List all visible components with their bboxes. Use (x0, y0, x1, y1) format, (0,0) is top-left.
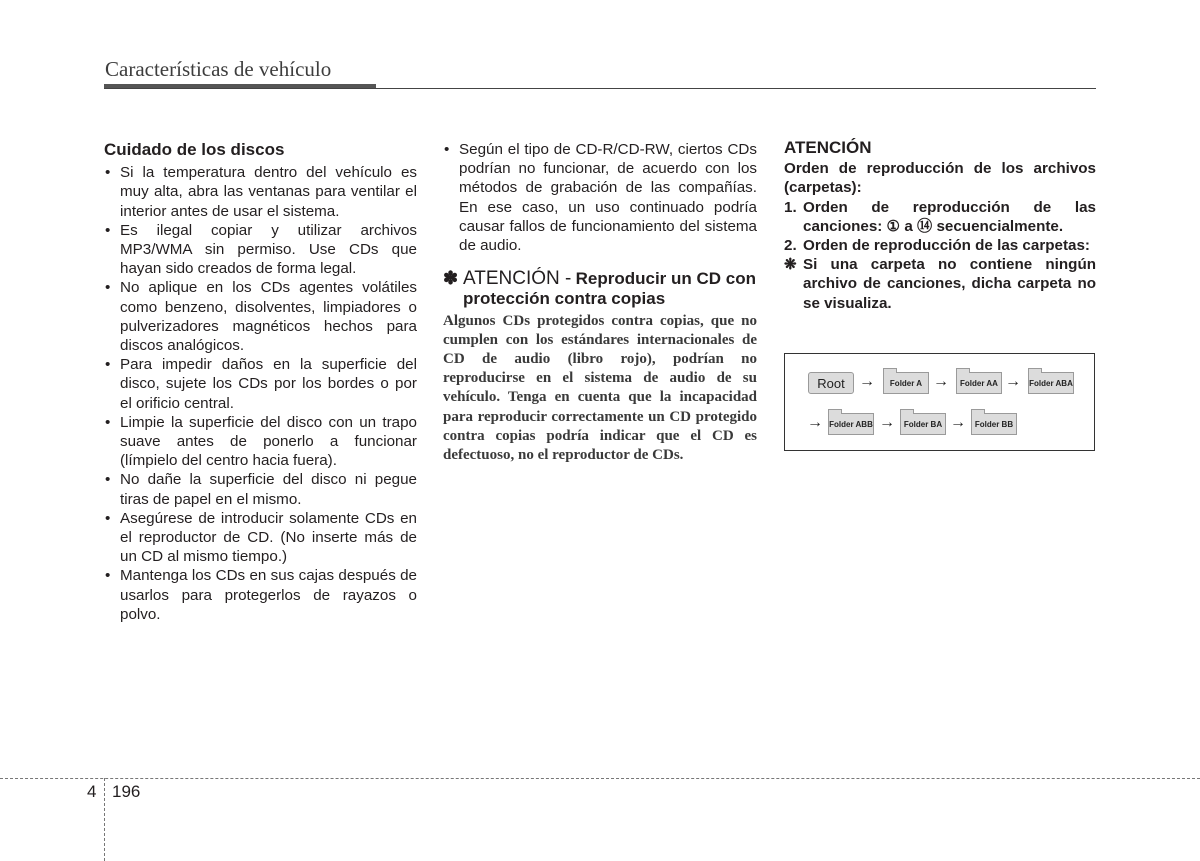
arrow-icon: → (950, 414, 966, 431)
list-item: • Si la temperatura dentro del vehículo es muy alta, abra las ventanas para ventilar el interior antes de usar el sistema. (104, 163, 417, 221)
list-item: • Limpie la superficie del disco con un trapo suave antes de ponerlo a funcionar (límpielo del centro hacia fuera). (104, 413, 417, 471)
attention-label: ATENCIÓN - (463, 268, 572, 290)
section-title-disc-care: Cuidado de los discos (104, 140, 285, 159)
note-text: Si una carpeta no contiene ningún archivo de canciones, dicha carpeta no se visualiza. (803, 256, 1096, 312)
playback-note (784, 255, 1096, 313)
arrow-icon: → (807, 414, 823, 431)
item-number: 2. (784, 237, 797, 255)
page-number: 196 (112, 782, 141, 801)
column-disc-care (104, 140, 417, 624)
list-item: • Según el tipo de CD-R/CD-RW, ciertos CDs podrían no funcionar, de acuerdo con los métodos de grabación de las compañías. En ese caso, un uso continuado podría causar fallos de funcionamiento del sistema de audio. (443, 140, 757, 255)
arrow-icon: → (859, 373, 875, 390)
node-folder-abb: Folder ABB (828, 413, 874, 435)
list-item: • No aplique en los CDs agentes volátiles como benzeno, disolventes, limpiadores o pulverizadores magnéticos hechos para discos analógicos. (104, 278, 417, 355)
folder-order-diagram (784, 353, 1095, 451)
attention-star-icon: ✽ (443, 268, 459, 289)
playback-intro: Orden de reproducción de los archivos (carpetas): (784, 160, 1096, 197)
list-item: • Para impedir daños en la superficie del disco, sujete los CDs por los bordes o por el orificio central. (104, 355, 417, 413)
node-folder-bb: Folder BB (971, 413, 1017, 435)
footer-rule (0, 778, 1200, 779)
node-folder-aba: Folder ABA (1028, 372, 1074, 394)
item-text: Orden de reproducción de las canciones: ① a ⑭ secuencialmente. (803, 198, 1096, 235)
column-playback-order (784, 138, 1096, 313)
arrow-icon: → (933, 373, 949, 390)
list-item: • No dañe la superficie del disco ni pegue tiras de papel en el mismo. (104, 470, 417, 508)
page-header-title: Características de vehículo (105, 57, 332, 81)
playback-item-2 (784, 236, 1096, 255)
disc-care-list (104, 163, 417, 624)
node-root: Root (808, 372, 854, 394)
section-number: 4 (87, 782, 97, 801)
column-cd-notes (443, 140, 757, 465)
attention-subtitle: Reproducir un CD con protección contra copias (463, 269, 757, 309)
node-folder-aa: Folder AA (956, 372, 1002, 394)
item-number: 1. (784, 198, 797, 216)
cd-notes-list (443, 140, 757, 255)
header-rule (104, 88, 1096, 89)
attention-body: Algunos CDs protegidos contra copias, que no cumplen con los estándares internacionales de CD de audio (libro rojo), podrían no reproducirse en el sistema de audio de su vehículo. Tenga en cuenta que la incapacidad para reproducir correctamente un CD protegido contra copias podría indicar que el CD es defectuoso, no el reproductor de CDs. (443, 312, 757, 464)
arrow-icon: → (879, 414, 895, 431)
note-mark-icon: ❋ (784, 256, 797, 274)
item-text: Orden de reproducción de las carpetas: (803, 237, 1090, 255)
list-item: • Es ilegal copiar y utilizar archivos MP3/WMA sin permiso. Use CDs que hayan sido creados de forma legal. (104, 221, 417, 279)
attention-heading (443, 269, 757, 309)
node-folder-a: Folder A (883, 372, 929, 394)
list-item: • Asegúrese de introducir solamente CDs en el reproductor de CD. (No inserte más de un CD al mismo tiempo.) (104, 509, 417, 567)
node-folder-ba: Folder BA (900, 413, 946, 435)
arrow-icon: → (1005, 373, 1021, 390)
footer-margin-rule (104, 778, 105, 861)
playback-item-1 (784, 198, 1096, 236)
attention-title: ATENCIÓN (784, 138, 872, 157)
list-item: • Mantenga los CDs en sus cajas después de usarlos para protegerlos de rayazos o polvo. (104, 566, 417, 624)
